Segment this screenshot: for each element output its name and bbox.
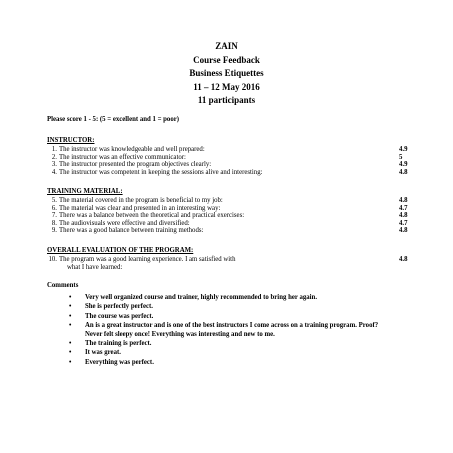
doc-type: Course Feedback	[193, 54, 260, 65]
question-row	[47, 146, 417, 154]
question-text: The instructor presented the program objectives clearly:	[59, 161, 212, 169]
comment-item	[47, 322, 387, 339]
question-row	[47, 205, 417, 213]
question-text: There was a good balance between training methods:	[59, 227, 204, 235]
question-number: 6.	[51, 204, 57, 212]
question-number: 9.	[51, 227, 57, 235]
question-number: 8.	[51, 219, 57, 227]
question-row	[47, 220, 417, 228]
comment-item	[47, 359, 387, 367]
course-dates: 11 – 12 May 2016	[193, 81, 260, 92]
question-number: 4.	[51, 168, 57, 176]
question-row	[47, 169, 417, 177]
scale-note: Please score 1 - 5: (5 = excellent and 1 = poor)	[47, 116, 180, 123]
bullet-icon: •	[69, 349, 72, 357]
section-instructor	[47, 137, 417, 176]
question-number: 10.	[48, 256, 57, 263]
question-row	[47, 256, 417, 271]
question-text: The material covered in the program is beneficial to my job:	[59, 197, 223, 204]
question-score: 4.8	[399, 197, 408, 204]
question-text-line: what I have learned:	[67, 263, 123, 271]
bullet-icon: •	[69, 294, 72, 301]
question-number: 7.	[51, 212, 57, 220]
comments-title: Comments	[47, 282, 79, 289]
question-row	[47, 227, 417, 235]
question-row	[47, 212, 417, 220]
section-training-material	[47, 188, 417, 235]
org-name: ZAIN	[215, 41, 238, 51]
question-score: 4.8	[399, 168, 408, 176]
question-text: The audiovisuals were effective and diversified:	[59, 219, 190, 227]
comment-text: The training is perfect.	[85, 340, 152, 348]
comment-item	[47, 294, 387, 302]
comment-text: It was great.	[85, 349, 121, 357]
question-text: The instructor was competent in keeping the sessions alive and interesting:	[59, 168, 263, 176]
question-text: The instructor was knowledgeable and well prepared:	[59, 146, 205, 153]
section-title: INSTRUCTOR:	[47, 137, 95, 144]
question-text: The instructor was an effective communicator:	[59, 153, 186, 161]
bullet-icon: •	[69, 312, 72, 320]
comments-list	[47, 294, 387, 367]
question-number: 1.	[51, 146, 57, 153]
comments-section	[47, 282, 387, 368]
comment-item	[47, 340, 387, 348]
question-score: 4.8	[399, 227, 408, 235]
question-score: 5	[399, 153, 403, 161]
course-name: Business Etiquettes	[189, 68, 264, 78]
question-text: There was a balance between the theoretical and practical exercises:	[59, 212, 245, 220]
comment-item	[47, 313, 387, 321]
document-header	[0, 40, 453, 108]
comment-item	[47, 303, 387, 311]
participant-count: 11 participants	[197, 95, 256, 105]
bullet-icon: •	[69, 358, 72, 366]
question-row	[47, 161, 417, 169]
question-text: The material was clear and presented in an interesting way:	[59, 204, 221, 212]
question-score: 4.8	[399, 212, 408, 220]
section-title: OVERALL EVALUATION OF THE PROGRAM:	[47, 247, 194, 254]
comment-text: She is perfectly perfect.	[85, 303, 153, 311]
comment-text: Very well organized course and trainer, highly recommended to bring her again.	[85, 294, 318, 301]
bullet-icon: •	[69, 303, 72, 311]
question-score: 4.8	[399, 256, 408, 263]
question-text-line: The program was a good learning experience. I am satisfied with	[59, 256, 236, 263]
section-title: TRAINING MATERIAL:	[47, 188, 123, 195]
bullet-icon: •	[69, 322, 72, 330]
section-overall-evaluation	[47, 247, 417, 271]
question-number: 5.	[51, 197, 57, 204]
question-number: 3.	[51, 161, 57, 169]
question-row	[47, 154, 417, 162]
comment-text: Everything was perfect.	[85, 358, 154, 366]
question-score: 4.9	[399, 161, 408, 169]
question-score: 4.7	[399, 204, 408, 212]
question-score: 4.9	[399, 146, 408, 153]
question-number: 2.	[51, 153, 57, 161]
question-score: 4.7	[399, 219, 408, 227]
comment-text: An is a great instructor and is one of the best instructors I come across on a training program. Proof? Never felt sleepy once! Everything was interesting and new to me.	[85, 322, 379, 338]
bullet-icon: •	[69, 340, 72, 348]
question-row	[47, 197, 417, 205]
comment-text: The course was perfect.	[85, 312, 154, 320]
question-text	[59, 256, 384, 271]
comment-item	[47, 349, 387, 357]
